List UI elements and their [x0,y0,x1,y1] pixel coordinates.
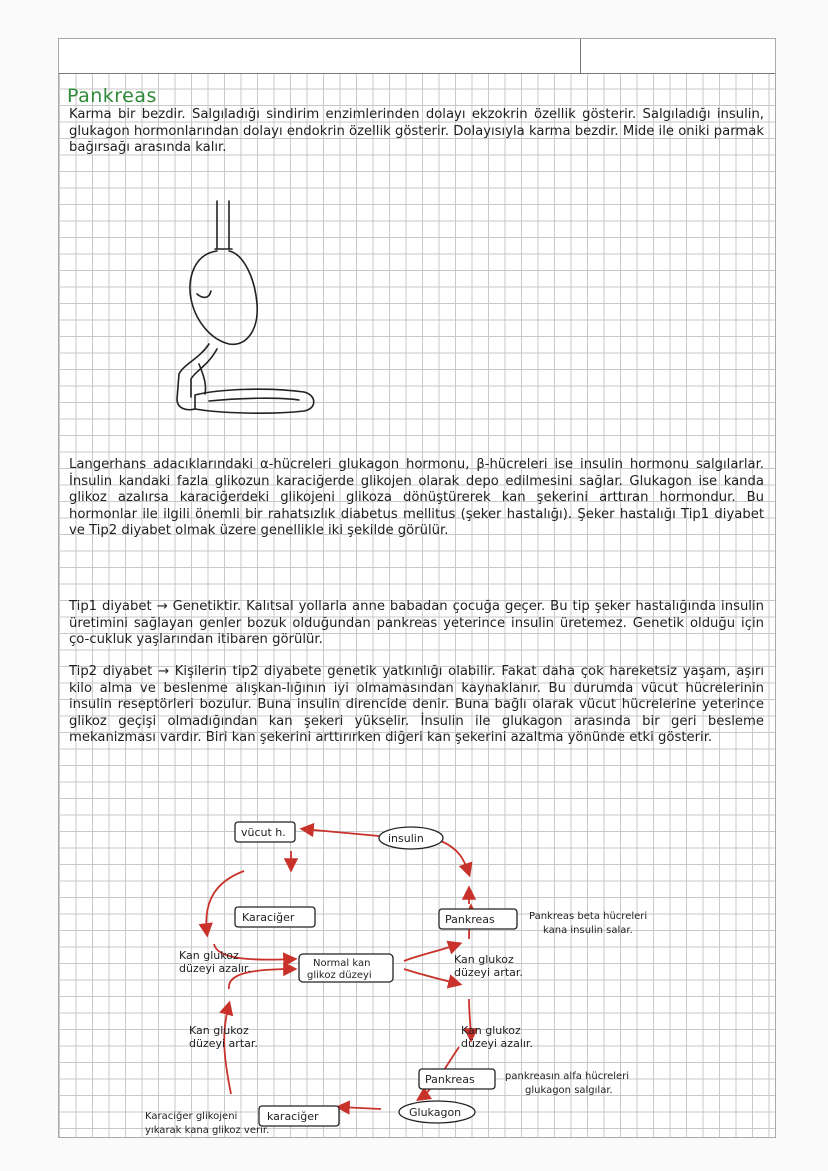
vucut-label: vücut h. [241,826,286,839]
kan-azalir-left-2: düzeyi azalır. [179,962,251,975]
intro-paragraph: Karma bir bezdir. Salgıladığı sindirim enzimlerinden dolayı ekzokrin özellik gösterir. Salgıladığı insulin, glukagon hormonlarından dolayı endokrin özellik gösterir. Dolayısıyla karma bezdir. Mide ile oniki parmak bağırsağı arasında kalır. [69,107,764,155]
kan-artar-left-2: düzeyi artar. [189,1037,258,1050]
kan-azalir-right-2: düzeyi azalır. [461,1037,533,1050]
notebook-page [58,38,776,1138]
kan-artar-left-1: Kan glukoz [189,1024,249,1037]
kan-azalir-right-1: Kan glukoz [461,1024,521,1037]
pankreas-top-label: Pankreas [445,913,495,926]
normal-label-2: glikoz düzeyi [307,970,372,981]
kan-artar-right-1: Kan glukoz [454,953,514,966]
page-title: Pankreas [67,85,157,107]
pankreas-bottom-note-1: pankreasın alfa hücreleri [505,1071,630,1082]
insulin-label: insulin [388,832,424,845]
karaciger-bottom-label: karaciğer [267,1110,319,1123]
normal-label-1: Normal kan [313,958,371,969]
type2-paragraph: Tip2 diyabet → Kişilerin tip2 diyabete genetik yatkınlığı olabilir. Fakat daha çok hareketsiz yaşam, aşırı kilo alma ve beslenme alışkan-lığının iyi olmamasından kaynaklanır. Bu durumda vücut hücrelerinin insulin reseptörleri bozulur. Buna insulin direncide denir. Buna bağlı olarak vücut hücrelerine yeterince glikoz geçişi olmadığından kan şekeri yükselir. İnsulin ile glukagon arasında bir geri besleme mekanizması vardır. Biri kan şekerini arttırırken diğeri kan şekerini azaltma yönünde etki gösterir. [69,664,764,745]
glucose-feedback-diagram [59,39,775,1137]
type1-paragraph: Tip1 diyabet → Genetiktir. Kalıtsal yollarla anne babadan çocuğa geçer. Bu tip şeker hastalığında insulin üretimini sağlayan genler bozuk olduğundan pankreas yeterince insulin üretemez. Genetik olduğu için ço-cukluk yaşlarından itibaren görülür. [69,599,764,647]
hormones-paragraph: Langerhans adacıklarındaki α-hücreleri glukagon hormonu, β-hücreleri ise insulin hormonu salgılarlar. İnsulin kandaki fazla glikozun karaciğerde glikojen olarak depo edilmesini sağlar. Glukagon ise kanda glikoz azalırsa karaciğerdeki glikojeni glikoza dönüştürerek kan şekerini arttıran hormondur. Bu hormonlar ile ilgili önemli bir rahatsızlık diabetus mellitus (şeker hastalığı). Şeker hastalığı Tip1 diyabet ve Tip2 diyabet olmak üzere genellikle iki şekilde görülür. [69,457,764,538]
karaciger-note-2: yıkarak kana glikoz verir. [145,1125,270,1136]
karaciger-note-1: Karaciğer glikojeni [145,1111,238,1122]
pankreas-top-note-2: kana insulin salar. [543,925,633,936]
karaciger-top-label: Karaciğer [242,911,295,924]
glukagon-label: Glukagon [409,1106,462,1119]
kan-azalir-left-1: Kan glukoz [179,949,239,962]
pankreas-bottom-note-2: glukagon salgılar. [525,1085,613,1096]
pankreas-bottom-label: Pankreas [425,1073,475,1086]
pankreas-top-note-1: Pankreas beta hücreleri [529,911,648,922]
kan-artar-right-2: düzeyi artar. [454,966,523,979]
